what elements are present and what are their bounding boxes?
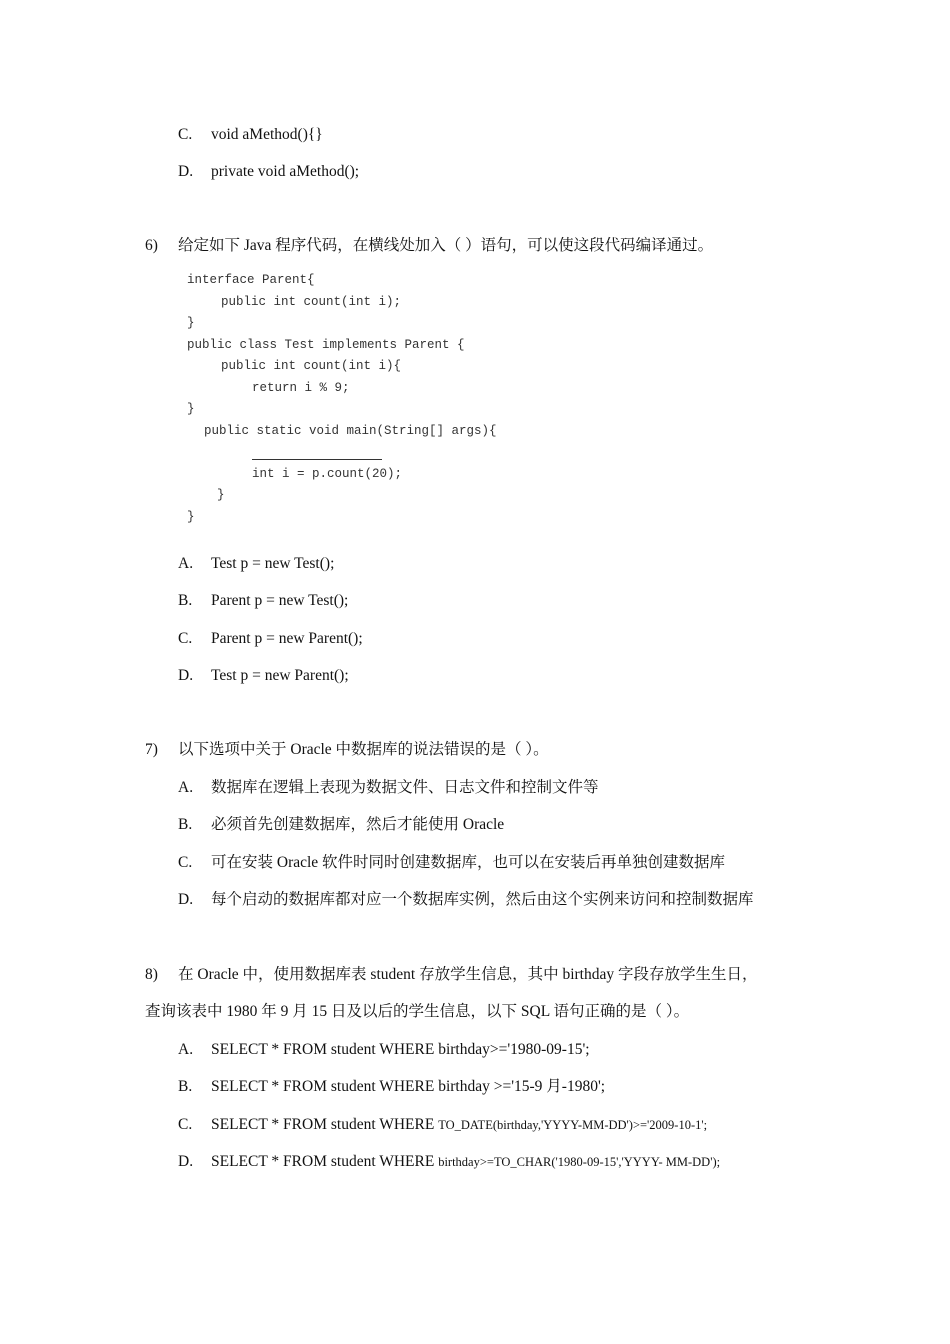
code-line: return i % 9; <box>252 381 350 395</box>
code-line: } <box>217 488 225 502</box>
code-line: public class Test implements Parent { <box>187 338 465 352</box>
option-letter: C. <box>178 126 193 143</box>
option-text: void aMethod(){} <box>211 126 323 143</box>
option-letter: D. <box>178 1153 194 1170</box>
option-text: private void aMethod(); <box>211 163 360 180</box>
option-text: Parent p = new Test(); <box>211 592 349 609</box>
option-letter: C. <box>178 854 193 871</box>
answer-blank-line <box>252 459 382 460</box>
option-text <box>211 1115 707 1135</box>
option-letter: B. <box>178 1078 193 1095</box>
code-line: public int count(int i){ <box>221 359 402 373</box>
question-number: 8) <box>145 966 158 983</box>
option-letter: C. <box>178 630 193 647</box>
option-text: SELECT * FROM student WHERE birthday>='1980-09-15'; <box>211 1041 590 1058</box>
option-text-tail: TO_DATE(birthday,'YYYY-MM-DD')>='2009-10-1'; <box>438 1118 708 1132</box>
code-line: } <box>187 402 195 416</box>
option-text: Test p = new Parent(); <box>211 667 349 684</box>
option-text: 每个启动的数据库都对应一个数据库实例，然后由这个实例来访问和控制数据库 <box>211 891 754 908</box>
option-text: Test p = new Test(); <box>211 555 335 572</box>
code-line: int i = p.count(20); <box>252 467 403 481</box>
option-text-main: SELECT * FROM student WHERE <box>211 1153 439 1170</box>
option-text: 必须首先创建数据库，然后才能使用 Oracle <box>211 816 505 833</box>
option-letter: A. <box>178 1041 194 1058</box>
option-text-tail: birthday>=TO_CHAR('1980-09-15','YYYY- MM-DD'); <box>438 1155 721 1169</box>
code-line: } <box>187 316 195 330</box>
option-letter: D. <box>178 891 194 908</box>
option-letter: B. <box>178 816 193 833</box>
code-line: interface Parent{ <box>187 273 315 287</box>
code-line: } <box>187 510 195 524</box>
option-text <box>211 1152 720 1172</box>
code-line: public int count(int i); <box>221 295 402 309</box>
option-letter: C. <box>178 1116 193 1133</box>
option-text: SELECT * FROM student WHERE birthday >='15-9 月-1980'; <box>211 1078 606 1095</box>
option-text-main: SELECT * FROM student WHERE <box>211 1116 439 1133</box>
question-number: 6) <box>145 237 158 254</box>
option-letter: A. <box>178 779 194 796</box>
question-number: 7) <box>145 741 158 758</box>
option-letter: B. <box>178 592 193 609</box>
question-text: 给定如下 Java 程序代码，在横线处加入（ ）语句，可以使这段代码编译通过。 <box>178 237 714 254</box>
option-letter: D. <box>178 163 194 180</box>
question-text: 以下选项中关于 Oracle 中数据库的说法错误的是（ ）。 <box>178 741 549 758</box>
code-line: public static void main(String[] args){ <box>204 424 497 438</box>
option-text: Parent p = new Parent(); <box>211 630 363 647</box>
option-text: 数据库在逻辑上表现为数据文件、日志文件和控制文件等 <box>211 779 599 796</box>
option-text: 可在安装 Oracle 软件时同时创建数据库，也可以在安装后再单独创建数据库 <box>211 854 726 871</box>
option-letter: D. <box>178 667 194 684</box>
question-text: 在 Oracle 中，使用数据库表 student 存放学生信息，其中 birthday 字段存放学生生日， <box>178 966 758 983</box>
option-letter: A. <box>178 555 194 572</box>
question-text-continued: 查询该表中 1980 年 9 月 15 日及以后的学生信息，以下 SQL 语句正确的是（ ）。 <box>145 1003 690 1020</box>
